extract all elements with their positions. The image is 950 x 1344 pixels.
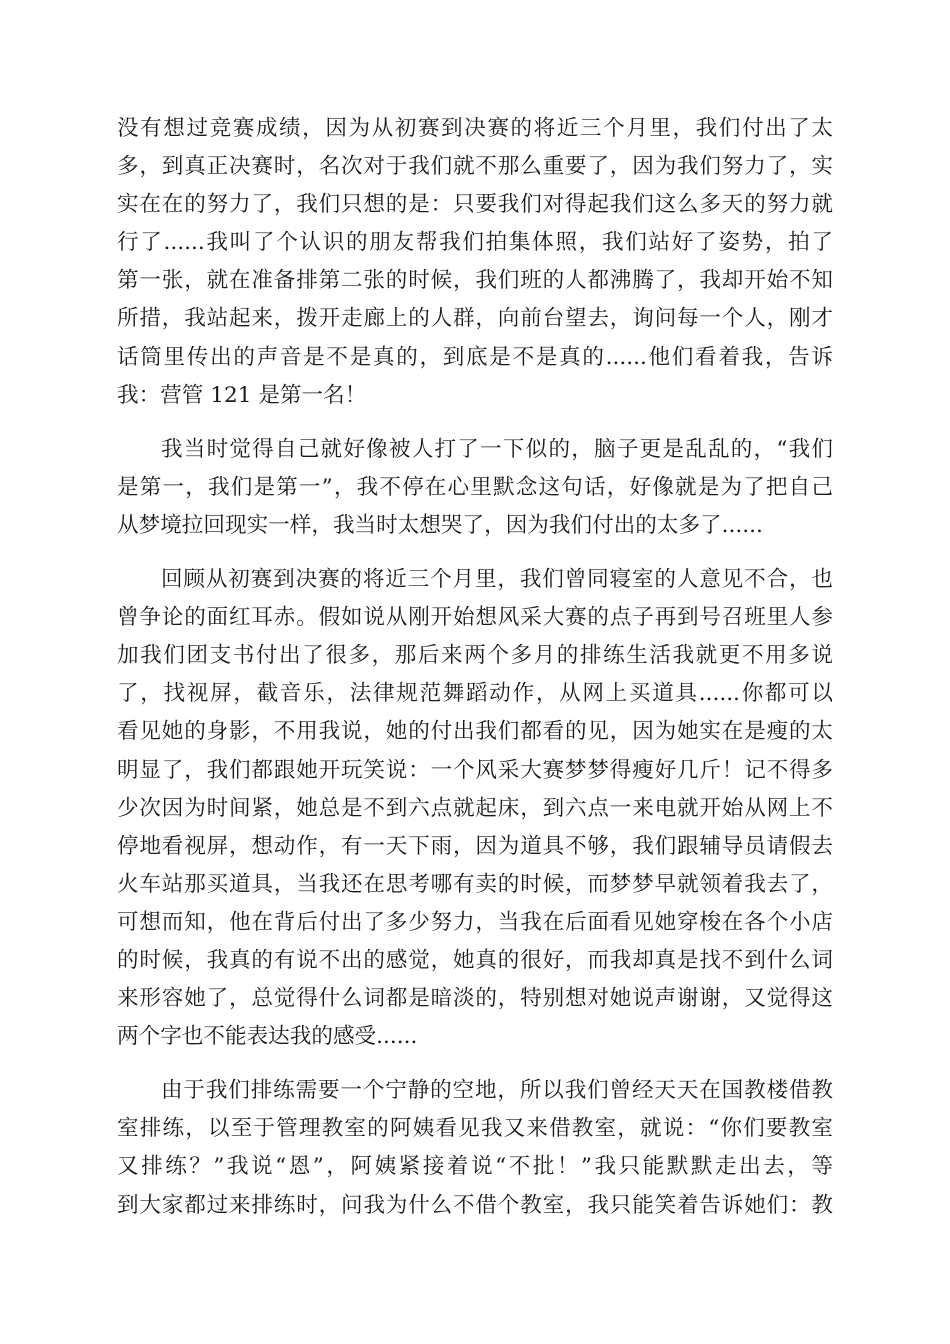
text-line: 两个字也不能表达我的感受......: [117, 1024, 418, 1050]
document-body: [117, 110, 833, 1225]
text-line: 所措，我站起来，拨开走廊上的人群，向前台望去，询问每一个人，刚才: [117, 306, 833, 332]
text-line: 火车站那买道具，当我还在思考哪有卖的时候，而梦梦早就领着我去了，: [117, 871, 833, 897]
text-line: 加我们团支书付出了很多，那后来两个多月的排练生活我就更不用多说: [117, 643, 833, 669]
paragraph-gap: [117, 545, 833, 561]
text-line: 了，找视屏，截音乐，法律规范舞蹈动作，从网上买道具......你都可以: [117, 681, 833, 707]
text-line: 曾争论的面红耳赤。假如说从刚开始想风采大赛的点子再到号召班里人参: [117, 605, 833, 631]
text-line: 是第一，我们是第一”，我不停在心里默念这句话，好像就是为了把自己: [117, 474, 833, 500]
text-line: 话筒里传出的声音是不是真的，到底是不是真的......他们看着我，告诉: [117, 344, 833, 370]
paragraph-gap: [117, 1056, 833, 1072]
text-line: 可想而知，他在背后付出了多少努力，当我在后面看见她穿梭在各个小店: [117, 909, 833, 935]
text-line: 少次因为时间紧，她总是不到六点就起床，到六点一来电就开始从网上不: [117, 795, 833, 821]
text-line: 我：营管 121 是第一名！: [117, 382, 367, 408]
text-line: 室排练，以至于管理教室的阿姨看见我又来借教室，就说：“你们要教室: [117, 1116, 833, 1142]
paragraph-3: [117, 561, 833, 1056]
text-line: 多，到真正决赛时，名次对于我们就不那么重要了，因为我们努力了，实: [117, 154, 833, 180]
text-line: 明显了，我们都跟她开玩笑说：一个风采大赛梦梦得瘦好几斤！记不得多: [117, 757, 833, 783]
text-line: 看见她的身影，不用我说，她的付出我们都看的见，因为她实在是瘦的太: [117, 719, 833, 745]
text-line: 又排练？”我说“恩”，阿姨紧接着说“不批！”我只能默默走出去，等: [117, 1154, 833, 1180]
text-line: 我当时觉得自己就好像被人打了一下似的，脑子更是乱乱的，“我们: [161, 436, 833, 462]
paragraph-4: [117, 1072, 833, 1224]
text-line: 没有想过竞赛成绩，因为从初赛到决赛的将近三个月里，我们付出了太: [117, 116, 833, 141]
paragraph-2: [117, 431, 833, 545]
text-line: 来形容她了，总觉得什么词都是暗淡的，特别想对她说声谢谢，又觉得这: [117, 986, 833, 1012]
text-line: 实在在的努力了，我们只想的是：只要我们对得起我们这么多天的努力就: [117, 192, 833, 218]
text-line: 停地看视屏，想动作，有一天下雨，因为道具不够，我们跟辅导员请假去: [117, 833, 833, 859]
text-line: 行了......我叫了个认识的朋友帮我们拍集体照，我们站好了姿势，拍了: [117, 230, 833, 256]
text-line: 的时候，我真的有说不出的感觉，她真的很好，而我却真是找不到什么词: [117, 947, 833, 973]
text-line: 由于我们排练需要一个宁静的空地，所以我们曾经天天在国教楼借教: [161, 1078, 833, 1104]
paragraph-1: [117, 110, 833, 415]
text-line: 到大家都过来排练时，问我为什么不借个教室，我只能笑着告诉她们：教: [117, 1192, 833, 1218]
text-line: 第一张，就在准备排第二张的时候，我们班的人都沸腾了，我却开始不知: [117, 268, 833, 294]
text-line: 回顾从初赛到决赛的将近三个月里，我们曾同寝室的人意见不合，也: [161, 567, 833, 593]
paragraph-gap: [117, 415, 833, 431]
text-line: 从梦境拉回现实一样，我当时太想哭了，因为我们付出的太多了......: [117, 512, 763, 538]
